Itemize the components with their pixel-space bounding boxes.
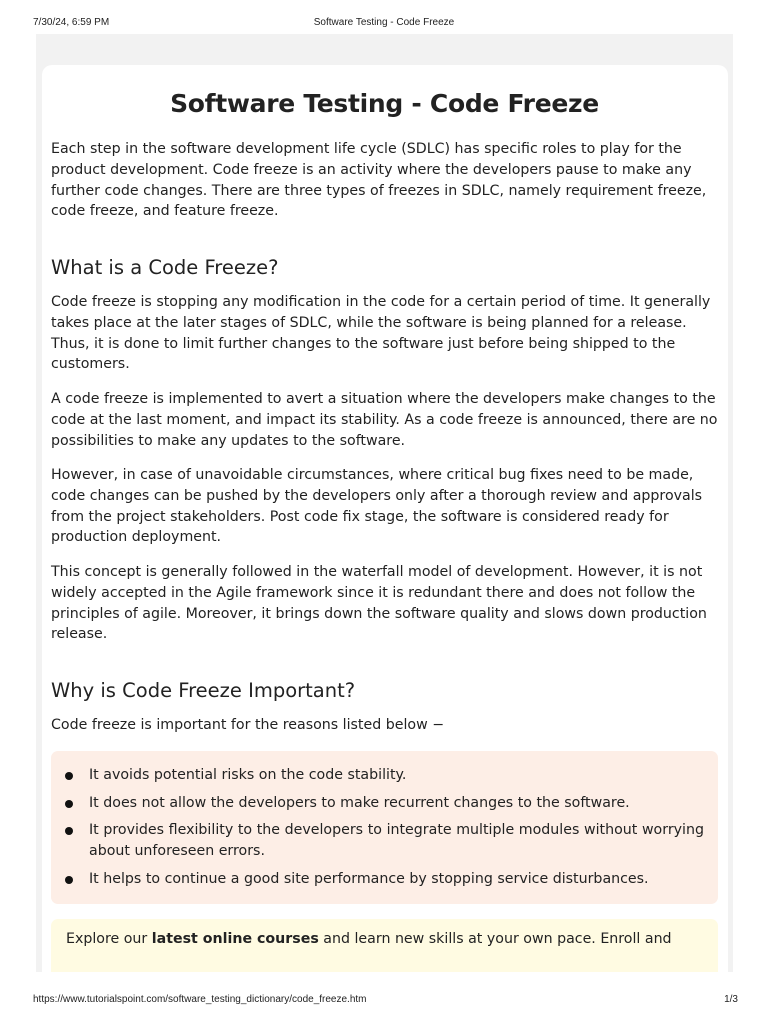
bullet-icon [65, 876, 73, 884]
list-item-text: It provides flexibility to the developers to integrate multiple modules without worrying about unforeseen errors. [89, 822, 704, 859]
print-date: 7/30/24, 6:59 PM [33, 17, 110, 28]
list-item [89, 765, 704, 786]
print-header [0, 0, 768, 34]
print-footer [0, 994, 768, 1014]
promo-prefix: Explore our [66, 931, 152, 947]
paragraph-2: A code freeze is implemented to avert a situation where the developers make changes to the code at the last moment, and impact its stability. As a code freeze is announced, there are no possibilities to make any updates to the software. [51, 391, 718, 449]
page-title: Software Testing - Code Freeze [170, 89, 599, 118]
bullet-icon [65, 772, 73, 780]
intro-paragraph: Each step in the software development life cycle (SDLC) has specific roles to play for the product development. Code freeze is an activity where the developers pause to make any further code changes. There are three types of freezes in SDLC, namely requirement freeze, code freeze, and feature freeze. [51, 141, 707, 220]
section-heading-what-is: What is a Code Freeze? [51, 256, 279, 279]
reasons-lead: Code freeze is important for the reasons listed below − [51, 717, 445, 733]
section-heading-why-important: Why is Code Freeze Important? [51, 679, 356, 702]
bullet-icon [65, 800, 73, 808]
page-number: 1/3 [724, 994, 738, 1005]
list-item [89, 820, 704, 862]
print-url: https://www.tutorialspoint.com/software_testing_dictionary/code_freeze.htm [33, 994, 367, 1005]
list-item-text: It avoids potential risks on the code stability. [89, 767, 407, 783]
list-item [89, 869, 704, 890]
promo-text [66, 929, 672, 950]
paragraph-4: This concept is generally followed in the waterfall model of development. However, it is not widely accepted in the Agile framework since it is redundant there and does not follow the principles of agile. Moreover, it brings down the software quality and slows down production release. [51, 564, 707, 643]
latest-courses-link[interactable]: latest online courses [151, 931, 319, 947]
promo-suffix: and learn new skills at your own pace. Enroll and [318, 931, 672, 947]
article-card [42, 65, 728, 972]
list-item-text: It helps to continue a good site performance by stopping service disturbances. [89, 871, 649, 887]
print-title: Software Testing - Code Freeze [313, 17, 455, 28]
promo-banner [51, 919, 718, 972]
bullet-icon [65, 827, 73, 835]
paragraph-3: However, in case of unavoidable circumstances, where critical bug fixes need to be made, code changes can be pushed by the developers only after a thorough review and approvals from the project stakeholders. Post code fix stage, the software is considered ready for production deployment. [51, 467, 703, 546]
reasons-box [51, 751, 718, 904]
paragraph-1: Code freeze is stopping any modification in the code for a certain period of time. It generally takes place at the later stages of SDLC, while the software is being planned for a release. Thus, it is done to limit further changes to the software just before being shipped to the customers. [51, 294, 711, 373]
list-item [89, 793, 704, 814]
list-item-text: It does not allow the developers to make recurrent changes to the software. [89, 795, 630, 811]
